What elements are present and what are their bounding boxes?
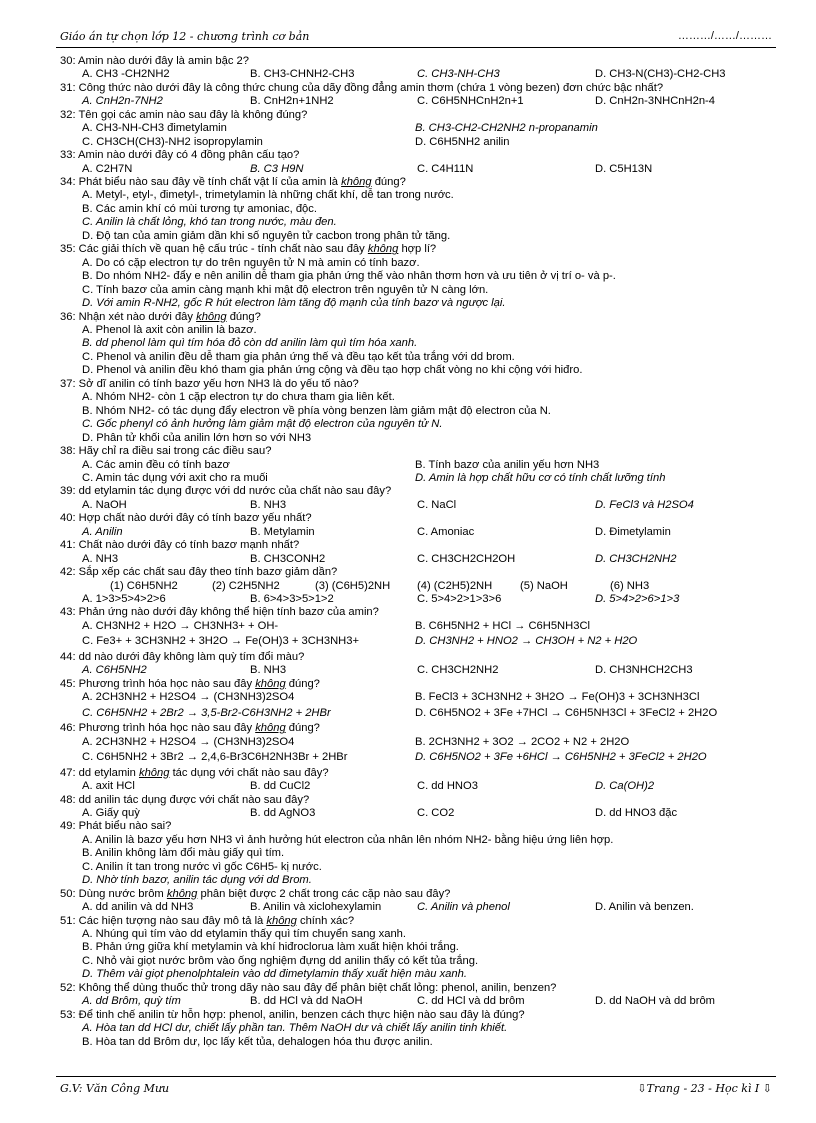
- question-text: 52: Không thể dùng thuốc thử trong dãy nào sau đây để phân biệt chất lỏng: phenol, anilin, benzen?: [60, 981, 557, 994]
- option-a: A. dd anilin và dd NH3: [82, 901, 194, 914]
- substance-6: (6) NH3: [610, 579, 650, 592]
- option-d: D. CnH2n-3NHCnH2n-4: [595, 95, 715, 108]
- question-text: 44: dd nào dưới đây không làm quỳ tím đổi màu?: [60, 650, 305, 663]
- substance-4: (4) (C2H5)2NH: [417, 579, 493, 592]
- question-48: [60, 794, 772, 821]
- option-b: B. Metylamin: [250, 525, 315, 538]
- option-d: D. C6H5NO2 + 3Fe +6HCl → C6H5NH2 + 3FeCl2 + 2H2O: [415, 751, 707, 764]
- substance-3: (3) (C6H5)2NH: [315, 579, 391, 592]
- option-a: A. C2H7N: [82, 162, 133, 175]
- option-b: B. Hòa tan dd Brôm dư, lọc lấy kết tủa, dehalogen hóa thu được anilin.: [82, 1035, 433, 1048]
- option-d: D. C5H13N: [595, 162, 653, 175]
- option-c: C. Amin tác dụng với axit cho ra muối: [82, 471, 268, 484]
- option-a: A. axit HCl: [82, 780, 135, 793]
- question-52: [60, 982, 772, 1009]
- question-text: 42: Sắp xếp các chất sau đây theo tính bazơ giảm dần?: [60, 566, 338, 579]
- question-40: [60, 512, 772, 539]
- option-d: D. C6H5NH2 anilin: [415, 135, 510, 148]
- option-c: C. Gốc phenyl có ảnh hưởng làm giảm mật độ electron của nguyên tử N.: [82, 418, 443, 431]
- option-c: C. CH3-NH-CH3: [417, 68, 500, 81]
- option-a: A. Metyl-, etyl-, đimetyl-, trimetylamin là những chất khí, dễ tan trong nước.: [82, 189, 454, 202]
- option-a: A. Nhóm NH2- còn 1 cặp electron tự do chưa tham gia liên kết.: [82, 391, 395, 404]
- option-d: D. CH3CH2NH2: [595, 552, 677, 565]
- question-text: 39: dd etylamin tác dụng được với dd nước của chất nào sau đây?: [60, 485, 392, 498]
- option-b: B. dd HCl và dd NaOH: [250, 995, 363, 1008]
- option-c: C. Amoniac: [417, 525, 475, 538]
- option-c: C. CH3CH2NH2: [417, 664, 499, 677]
- header-title: Giáo án tự chọn lớp 12 - chương trình cơ bản: [60, 30, 310, 43]
- question-38: [60, 445, 772, 485]
- question-45: [60, 678, 772, 722]
- question-43: [60, 606, 772, 650]
- option-b: B. FeCl3 + 3CH3NH2 + 3H2O → Fe(OH)3 + 3CH3NH3Cl: [415, 691, 700, 704]
- option-a: A. Nhúng quì tím vào dd etylamin thấy quì tím chuyển sang xanh.: [82, 928, 407, 941]
- option-c: C. Fe3+ + 3CH3NH2 + 3H2O → Fe(OH)3 + 3CH3NH3+: [82, 635, 359, 648]
- question-39: [60, 485, 772, 512]
- option-d: D. Ca(OH)2: [595, 780, 655, 793]
- option-b: B. 6>4>3>5>1>2: [250, 592, 334, 605]
- option-c: C. Nhỏ vài giọt nước brôm vào ống nghiệm đựng dd anilin thấy có kết tủa trắng.: [82, 954, 479, 967]
- question-47: [60, 767, 772, 794]
- option-d: D. Độ tan của amin giảm dần khi số nguyên tử cacbon trong phân tử tăng.: [82, 229, 451, 242]
- question-53: [60, 1009, 772, 1049]
- option-c: C. dd HNO3: [417, 780, 478, 793]
- option-a: A. Anilin là bazơ yếu hơn NH3 vì ảnh hưởng hút electron của nhân lên nhóm NH2- bằng hiệu ứng liên hợp.: [82, 833, 614, 846]
- question-text: 32: Tên gọi các amin nào sau đây là không đúng?: [60, 108, 308, 121]
- option-c: C. C6H5NH2 + 2Br2 → 3,5-Br2-C6H3NH2 + 2HBr: [82, 706, 331, 719]
- question-44: [60, 651, 772, 678]
- option-c: C. 5>4>2>1>3>6: [417, 592, 502, 605]
- question-32: [60, 109, 772, 149]
- substance-2: (2) C2H5NH2: [212, 579, 280, 592]
- question-37: [60, 378, 772, 445]
- option-d: D. dd NaOH và dd brôm: [595, 995, 716, 1008]
- option-b: B. CH3-CHNH2-CH3: [250, 68, 355, 81]
- option-a: A. CnH2n-7NH2: [82, 95, 163, 108]
- option-a: A. NH3: [82, 552, 119, 565]
- question-text: 50: Dùng nước brôm không phân biệt được 2 chất trong các cặp nào sau đây?: [60, 887, 451, 900]
- option-d: D. CH3-N(CH3)-CH2-CH3: [595, 68, 726, 81]
- option-b: B. Anilin không làm đổi màu giấy quì tím.: [82, 847, 285, 860]
- option-a: A. Các amin đều có tính bazơ: [82, 458, 230, 471]
- option-c: C. NaCl: [417, 498, 457, 511]
- option-b: B. Phản ứng giữa khí metylamin và khí hiđroclorua làm xuất hiện khói trắng.: [82, 941, 459, 954]
- question-50: [60, 888, 772, 915]
- option-c: C. dd HCl và dd brôm: [417, 995, 525, 1008]
- option-d: D. Thêm vài giọt phenolphtalein vào dd đimetylamin thấy xuất hiện màu xanh.: [82, 968, 467, 981]
- option-a: A. 2CH3NH2 + H2SO4 → (CH3NH3)2SO4: [82, 691, 295, 704]
- substance-1: (1) C6H5NH2: [110, 579, 178, 592]
- footer-page-number: ⇩Trang - 23 - Học kì I ⇩: [637, 1082, 772, 1095]
- option-c: C. Anilin là chất lỏng, khó tan trong nước, màu đen.: [82, 216, 337, 229]
- option-a: A. 2CH3NH2 + H2SO4 → (CH3NH3)2SO4: [82, 735, 295, 748]
- option-d: D. Nhờ tính bazơ, anilin tác dụng với dd Brom.: [82, 874, 312, 887]
- option-b: B. 2CH3NH2 + 3O2 → 2CO2 + N2 + 2H2O: [415, 735, 630, 748]
- question-text: 38: Hãy chỉ ra điều sai trong các điều sau?: [60, 445, 272, 458]
- option-b: B. CH3CONH2: [250, 552, 326, 565]
- option-b: B. NH3: [250, 498, 287, 511]
- option-a: A. NaOH: [82, 498, 127, 511]
- option-b: B. dd CuCl2: [250, 780, 311, 793]
- question-text: 45: Phương trình hóa học nào sau đây không đúng?: [60, 677, 320, 690]
- option-b: B. Anilin và xiclohexylamin: [250, 901, 382, 914]
- question-text: 51: Các hiện tượng nào sau đây mô tả là không chính xác?: [60, 914, 355, 927]
- option-b: B. C6H5NH2 + HCl → C6H5NH3Cl: [415, 619, 591, 632]
- question-text: 47: dd etylamin không tác dụng với chất nào sau đây?: [60, 766, 329, 779]
- question-text: 49: Phát biểu nào sai?: [60, 820, 172, 833]
- question-33: [60, 149, 772, 176]
- substance-5: (5) NaOH: [520, 579, 568, 592]
- question-text: 53: Để tinh chế anilin từ hỗn hợp: phenol, anilin, benzen cách thực hiện nào sau đây là đúng?: [60, 1008, 525, 1021]
- question-text: 41: Chất nào dưới đây có tính bazơ mạnh nhất?: [60, 539, 300, 552]
- option-c: C. CH3CH(CH3)-NH2 isopropylamin: [82, 135, 263, 148]
- page-header: [56, 28, 776, 48]
- question-30: [60, 55, 772, 82]
- question-text: 48: dd anilin tác dụng được với chất nào sau đây?: [60, 793, 310, 806]
- option-a: A. Giấy quỳ: [82, 806, 140, 819]
- option-a: A. 1>3>5>4>2>6: [82, 592, 166, 605]
- question-text: 36: Nhận xét nào dưới đây không đúng?: [60, 310, 261, 323]
- option-b: B. dd phenol làm quì tím hóa đỏ còn dd anilin làm quì tím hóa xanh.: [82, 337, 418, 350]
- question-31: [60, 82, 772, 109]
- option-c: C. Tính bazơ của amin càng mạnh khi mật độ electron trên nguyên tử N càng lớn.: [82, 283, 489, 296]
- option-d: D. CH3NHCH2CH3: [595, 664, 693, 677]
- option-a: A. CH3-NH-CH3 đimetylamin: [82, 122, 227, 135]
- option-c: C. CO2: [417, 806, 455, 819]
- option-a: A. Anilin: [82, 525, 123, 538]
- option-b: B. Do nhóm NH2- đẩy e nên anilin dễ tham gia phản ứng thế vào nhân thơm hơn và ưu tiên ở vị trí o- và p-.: [82, 270, 616, 283]
- question-49: [60, 820, 772, 887]
- footer-author: G.V: Văn Công Mưu: [60, 1082, 170, 1095]
- option-b: B. CnH2n+1NH2: [250, 95, 334, 108]
- option-d: D. Anilin và benzen.: [595, 901, 694, 914]
- question-text: 34: Phát biểu nào sau đây về tính chất vật lí của amin là không đúng?: [60, 176, 406, 188]
- page-footer: [56, 1076, 776, 1098]
- option-a: A. Do có cặp electron tự do trên nguyên tử N mà amin có tính bazơ.: [82, 256, 420, 269]
- option-d: D. CH3NH2 + HNO2 → CH3OH + N2 + H2O: [415, 635, 638, 648]
- question-36: [60, 311, 772, 378]
- option-b: B. Các amin khí có mùi tương tự amoniac, độc.: [82, 202, 317, 215]
- option-c: C. C4H11N: [417, 162, 474, 175]
- option-c: C. CH3CH2CH2OH: [417, 552, 516, 565]
- option-b: B. NH3: [250, 664, 287, 677]
- question-text: 37: Sở dĩ anilin có tính bazơ yếu hơn NH3 là do yếu tố nào?: [60, 377, 359, 390]
- question-text: 31: Công thức nào dưới đây là công thức chung của dãy đồng đẳng amin thơm (chứa 1 vòng bezen) đơn chức bậc nhất?: [60, 81, 664, 94]
- option-d: D. dd HNO3 đặc: [595, 806, 678, 819]
- option-d: D. Phenol và anilin đều khó tham gia phản ứng cộng và đều tạo hợp chất vòng no khi cộng với hiđro.: [82, 364, 583, 377]
- option-c: C. Anilin và phenol: [417, 901, 510, 914]
- option-a: A. Hòa tan dd HCl dư, chiết lấy phần tan. Thêm NaOH dư và chiết lấy anilin tinh khiết.: [82, 1022, 508, 1035]
- option-b: B. CH3-CH2-CH2NH2 n-propanamin: [415, 122, 598, 135]
- question-35: [60, 243, 772, 310]
- option-a: A. Phenol là axit còn anilin là bazơ.: [82, 323, 257, 336]
- option-d: D. Với amin R-NH2, gốc R hút electron làm tăng độ mạnh của tính bazơ và ngược lại.: [82, 297, 506, 310]
- option-d: D. Đimetylamin: [595, 525, 671, 538]
- question-list: [60, 55, 772, 1049]
- option-c: C. C6H5NHCnH2n+1: [417, 95, 524, 108]
- option-d: D. C6H5NO2 + 3Fe +7HCl → C6H5NH3Cl + 3FeCl2 + 2H2O: [415, 706, 718, 719]
- option-a: A. dd Brôm, quỳ tím: [82, 995, 181, 1008]
- option-a: A. C6H5NH2: [82, 664, 147, 677]
- option-b: B. dd AgNO3: [250, 806, 316, 819]
- option-a: A. CH3 -CH2NH2: [82, 68, 170, 81]
- question-42: [60, 566, 772, 606]
- option-d: D. Amin là hợp chất hữu cơ có tính chất lưỡng tính: [415, 471, 666, 484]
- option-b: B. Nhóm NH2- có tác dụng đẩy electron về phía vòng benzen làm giảm mật độ electron của N.: [82, 404, 551, 417]
- question-51: [60, 915, 772, 982]
- question-text: 43: Phản ứng nào dưới đây không thể hiện tính bazơ của amin?: [60, 606, 379, 619]
- option-d: D. Phân tử khối của anilin lớn hơn so với NH3: [82, 431, 312, 444]
- question-text: 46: Phương trình hóa học nào sau đây không đúng?: [60, 722, 320, 735]
- option-b: B. C3 H9N: [250, 162, 304, 175]
- header-date: ………/……/………: [677, 30, 772, 42]
- option-b: B. Tính bazơ của anilin yếu hơn NH3: [415, 458, 600, 471]
- question-text: 35: Các giải thích về quan hệ cấu trúc - tính chất nào sau đây không hợp lí?: [60, 243, 437, 256]
- option-d: D. 5>4>2>6>1>3: [595, 592, 680, 605]
- question-46: [60, 722, 772, 766]
- question-text: 30: Amin nào dưới đây là amin bậc 2?: [60, 55, 249, 67]
- question-41: [60, 539, 772, 566]
- option-c: C. C6H5NH2 + 3Br2 → 2,4,6-Br3C6H2NH3Br + 2HBr: [82, 751, 348, 764]
- option-c: C. Phenol và anilin đều dễ tham gia phản ứng thế và đều tạo kết tủa trắng với dd brom.: [82, 350, 515, 363]
- question-text: 33: Amin nào dưới đây có 4 đồng phân cấu tạo?: [60, 149, 300, 162]
- option-a: A. CH3NH2 + H2O → CH3NH3+ + OH-: [82, 619, 279, 632]
- question-text: 40: Hợp chất nào dưới đây có tính bazơ yếu nhất?: [60, 512, 312, 525]
- option-d: D. FeCl3 và H2SO4: [595, 498, 694, 511]
- question-34: [60, 176, 772, 243]
- option-c: C. Anilin ít tan trong nước vì gốc C6H5- kị nước.: [82, 860, 322, 873]
